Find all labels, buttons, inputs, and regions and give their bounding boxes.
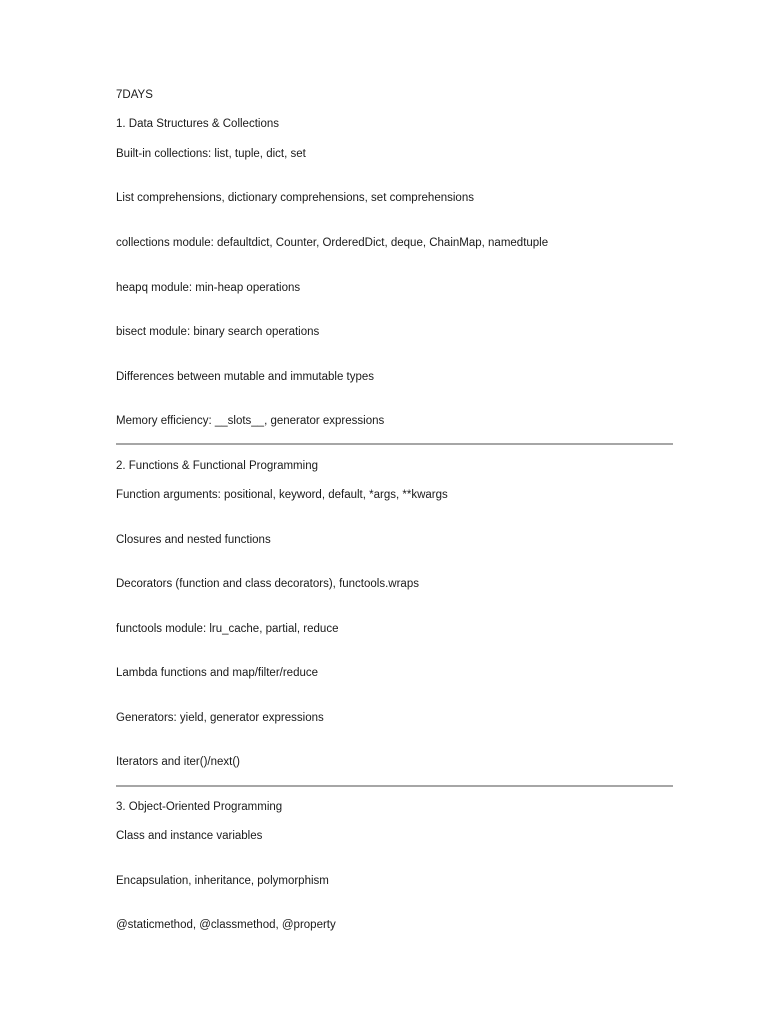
list-item: Closures and nested functions [116,534,271,546]
section-heading-functions: 2. Functions & Functional Programming [116,460,318,472]
list-item: @staticmethod, @classmethod, @property [116,919,336,931]
document-title: 7DAYS [116,89,153,101]
list-item: Generators: yield, generator expressions [116,712,324,724]
list-item: List comprehensions, dictionary comprehensions, set comprehensions [116,192,474,204]
list-item: Class and instance variables [116,830,263,842]
list-item: heapq module: min-heap operations [116,282,301,294]
list-item: Differences between mutable and immutable types [116,371,375,383]
list-item: Decorators (function and class decorators), functools.wraps [116,578,419,590]
list-item: Function arguments: positional, keyword, default, *args, **kwargs [116,489,448,501]
list-item: bisect module: binary search operations [116,326,320,338]
list-item: Encapsulation, inheritance, polymorphism [116,875,329,887]
section-heading-data-structures: 1. Data Structures & Collections [116,118,279,130]
list-item: Iterators and iter()/next() [116,756,240,768]
list-item: Built-in collections: list, tuple, dict, set [116,148,306,160]
section-divider [116,785,673,787]
list-item: collections module: defaultdict, Counter, OrderedDict, deque, ChainMap, namedtuple [116,237,549,249]
list-item: Memory efficiency: __slots__, generator expressions [116,415,385,427]
list-item: Lambda functions and map/filter/reduce [116,667,319,679]
section-divider [116,443,673,445]
list-item: functools module: lru_cache, partial, reduce [116,623,339,635]
section-heading-oop: 3. Object-Oriented Programming [116,801,283,813]
